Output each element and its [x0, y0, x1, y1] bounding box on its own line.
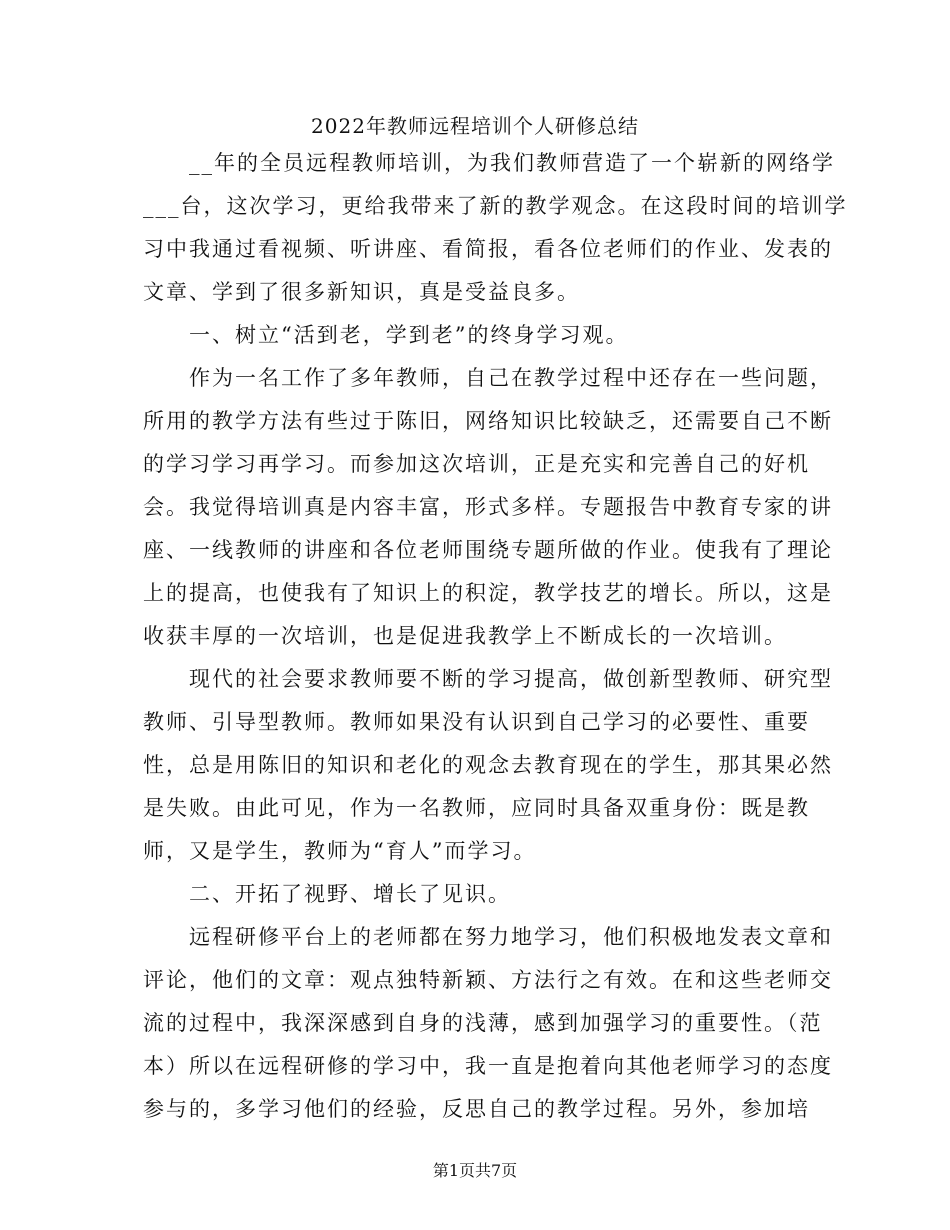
page-title: 2022年教师远程培训个人研修总结 — [311, 114, 639, 138]
body-line: 文章、学到了很多新知识，真是受益良多。 — [143, 280, 580, 304]
body-line: 师，又是学生，教师为“育人”而学习。 — [143, 839, 537, 863]
section-heading: 一、树立“活到老，学到老”的终身学习观。 — [143, 323, 629, 347]
body-line: 收获丰厚的一次培训，也是促进我教学上不断成长的一次培训。 — [143, 624, 787, 648]
body-line: 上的提高，也使我有了知识上的积淀，教学技艺的增长。所以，这是 — [143, 581, 833, 605]
body-line: 会。我觉得培训真是内容丰富，形式多样。专题报告中教育专家的讲 — [143, 495, 833, 519]
body-line: 评论，他们的文章：观点独特新颖、方法行之有效。在和这些老师交 — [143, 968, 833, 992]
section-heading: 二、开拓了视野、增长了见识。 — [143, 882, 511, 906]
body-line: 远程研修平台上的老师都在努力地学习，他们积极地发表文章和 — [143, 925, 833, 949]
body-line: 参与的，多学习他们的经验，反思自己的教学过程。另外，参加培 — [143, 1097, 810, 1121]
body-line: 座、一线教师的讲座和各位老师围绕专题所做的作业。使我有了理论 — [143, 538, 833, 562]
body-line: ___台，这次学习，更给我带来了新的教学观念。在这段时间的培训学 — [143, 194, 848, 218]
body-line: 现代的社会要求教师要不断的学习提高，做创新型教师、研究型 — [143, 667, 833, 691]
body-line: 所用的教学方法有些过于陈旧，网络知识比较缺乏，还需要自己不断 — [143, 409, 833, 433]
body-line: 流的过程中，我深深感到自身的浅薄，感到加强学习的重要性。（范 — [143, 1011, 823, 1035]
body-line: __年的全员远程教师培训，为我们教师营造了一个崭新的网络学 — [143, 151, 835, 175]
body-line: 教师、引导型教师。教师如果没有认识到自己学习的必要性、重要 — [143, 710, 810, 734]
body-line: 性，总是用陈旧的知识和老化的观念去教育现在的学生，那其果必然 — [143, 753, 833, 777]
body-line: 作为一名工作了多年教师，自己在教学过程中还存在一些问题， — [143, 366, 833, 390]
body-line: 的学习学习再学习。而参加这次培训，正是充实和完善自己的好机 — [143, 452, 810, 476]
body-line: 习中我通过看视频、听讲座、看简报，看各位老师们的作业、发表的 — [143, 237, 833, 261]
page-number: 第1页共7页 — [432, 1161, 518, 1180]
body-line: 是失败。由此可见，作为一名教师，应同时具备双重身份：既是教 — [143, 796, 810, 820]
body-line: 本）所以在远程研修的学习中，我一直是抱着向其他老师学习的态度 — [143, 1054, 833, 1078]
